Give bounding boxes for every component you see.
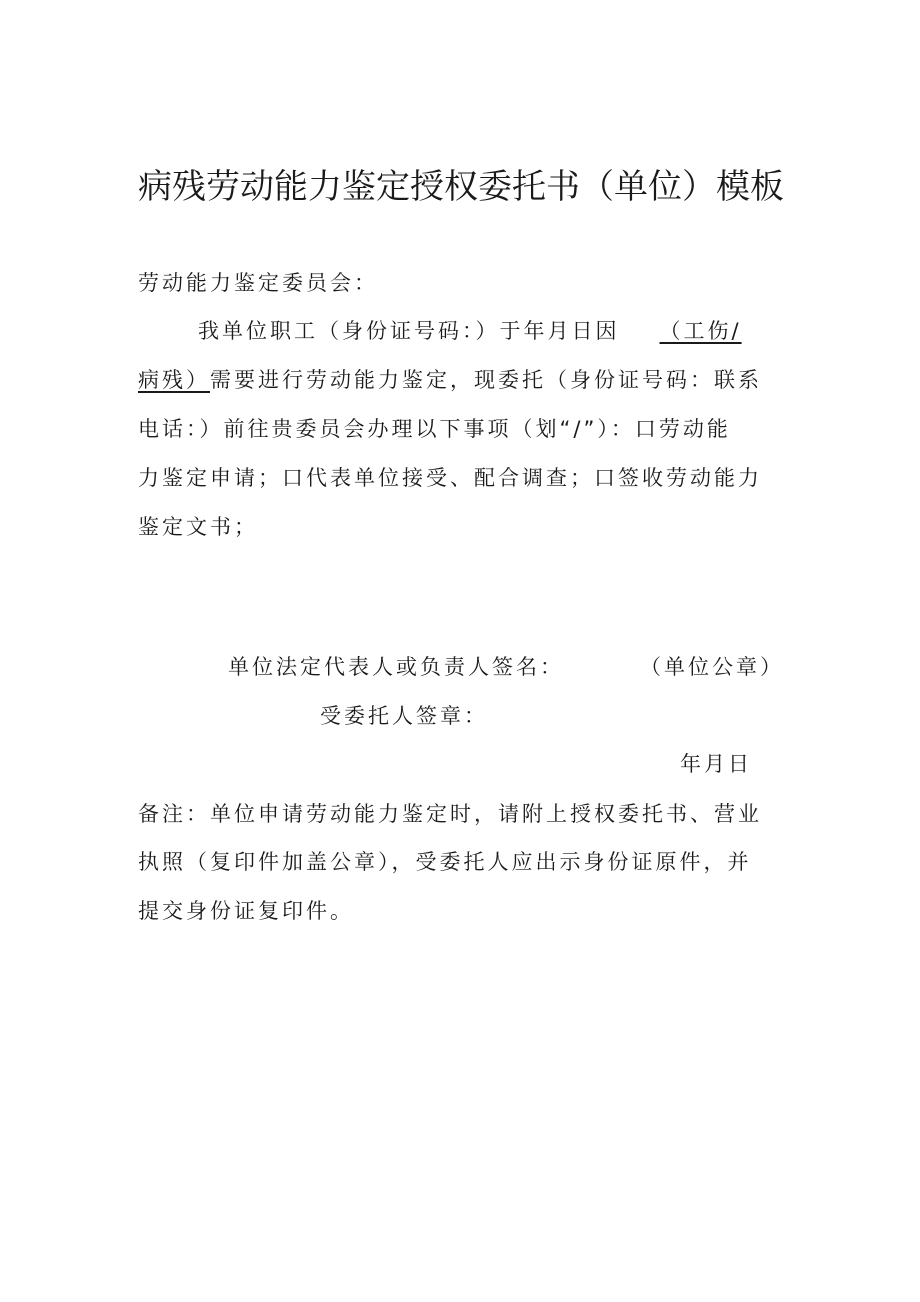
salutation: 劳动能力鉴定委员会： [138, 271, 378, 295]
body-text: 需要进行劳动能力鉴定，现委托（身份证号码：联系 [210, 368, 762, 392]
underlined-text: 病残） [138, 368, 210, 392]
body-line-3: 电话：）前往贵委员会办理以下事项（划“/”）：口劳动能 [138, 417, 731, 441]
agent-signature-label: 受委托人签章： [320, 704, 488, 728]
body-line-1 [198, 312, 742, 350]
date-label: 年月日 [680, 752, 752, 776]
body-line-5: 鉴定文书； [138, 515, 258, 539]
underlined-text: （工伤/ [659, 319, 742, 343]
document-title: 病残劳动能力鉴定授权委托书（单位）模板 [138, 167, 784, 207]
unit-seal-label: （单位公章） [640, 655, 784, 679]
legal-rep-signature-label: 单位法定代表人或负责人签名： [228, 655, 564, 679]
body-text: 我单位职工（身份证号码：）于年月日因 [198, 319, 620, 343]
note-line-1: 备注：单位申请劳动能力鉴定时，请附上授权委托书、营业 [138, 802, 762, 826]
note-line-2: 执照（复印件加盖公章），受委托人应出示身份证原件，并 [138, 850, 752, 874]
note-line-3: 提交身份证复印件。 [138, 899, 354, 923]
body-line-2 [138, 361, 762, 399]
body-line-4: 力鉴定申请；口代表单位接受、配合调查；口签收劳动能力 [138, 466, 762, 490]
